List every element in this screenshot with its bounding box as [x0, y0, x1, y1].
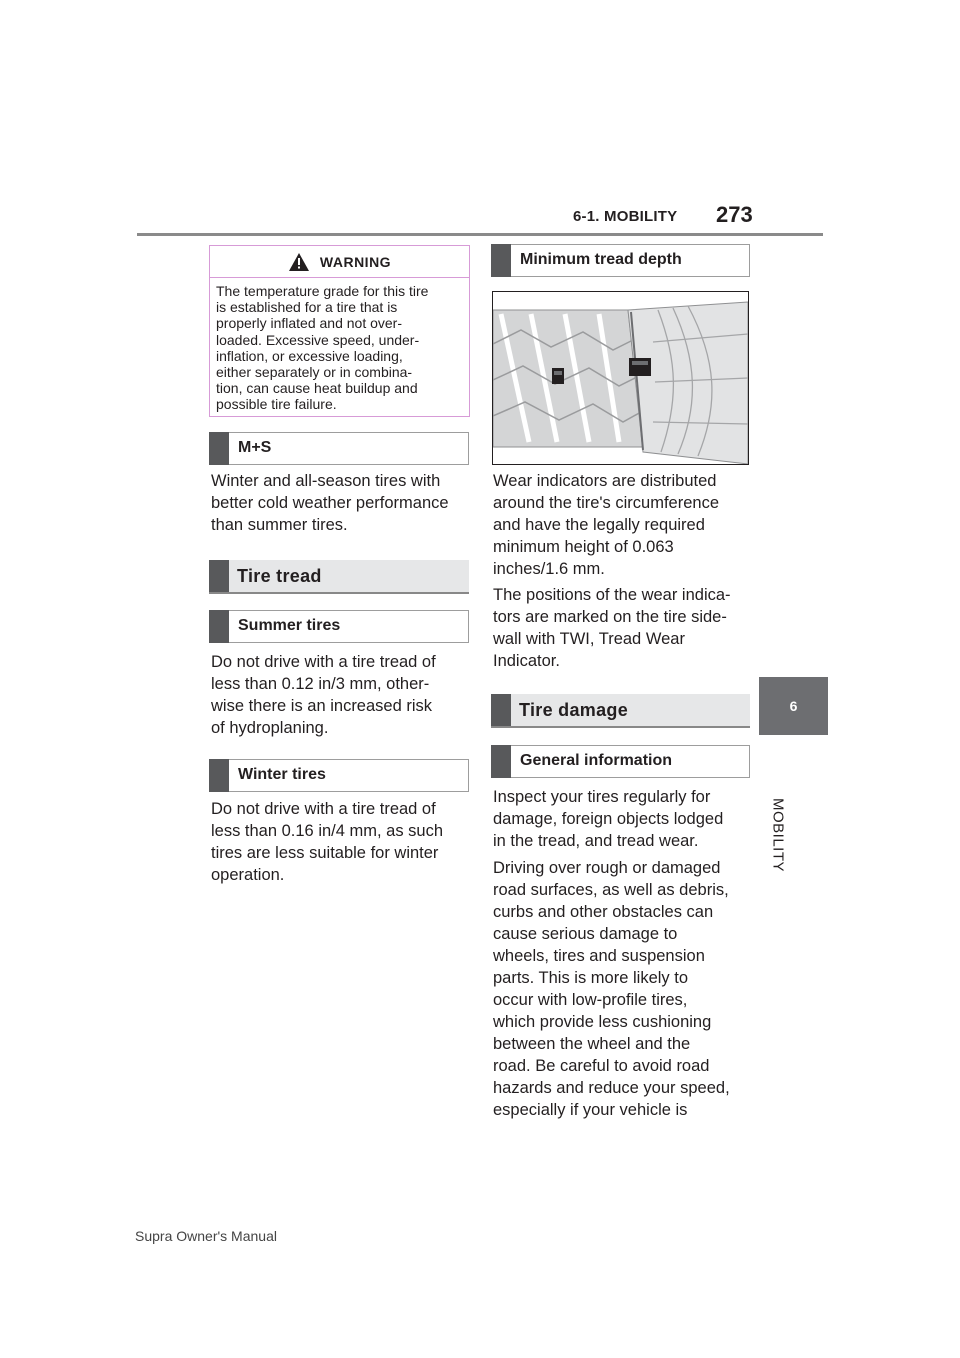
paragraph-line: between the wheel and the [493, 1035, 691, 1053]
subheading-ms-text: M+S [238, 439, 272, 456]
wear-indicator-left-icon [552, 368, 564, 384]
tread-wear-indicator-illustration [492, 291, 749, 465]
paragraph-line: in the tread, and tread wear. [493, 832, 699, 850]
paragraph-line: Do not drive with a tire tread of [211, 653, 436, 671]
warning-line: properly inflated and not over- [216, 315, 402, 332]
chapter-label-text: MOBILITY [769, 797, 787, 873]
subheading-general-information [491, 745, 750, 778]
chapter-tab[interactable]: 6 [759, 677, 828, 735]
paragraph-line: less than 0.12 in/3 mm, other- [211, 675, 430, 693]
chapter-label [761, 790, 795, 880]
subheading-summer-tires-text: Summer tires [238, 617, 341, 634]
paragraph-line: especially if your vehicle is [493, 1101, 688, 1119]
paragraph-line: which provide less cushioning [493, 1013, 712, 1031]
general-paragraph-1 [493, 786, 753, 852]
subheading-bar [491, 244, 511, 277]
subheading-bar [209, 759, 229, 792]
paragraph-line: of hydroplaning. [211, 719, 329, 737]
paragraph-line: road. Be careful to avoid road [493, 1057, 710, 1075]
subheading-ms [209, 432, 469, 465]
warning-header [210, 246, 469, 278]
summer-paragraph [211, 651, 473, 739]
subheading-general-information-text: General information [520, 752, 673, 769]
subheading-bar [209, 610, 229, 643]
paragraph-line: Do not drive with a tire tread of [211, 800, 436, 818]
warning-text [210, 278, 469, 413]
paragraph-line: The positions of the wear indica- [493, 586, 731, 604]
paragraph-line: wise there is an increased risk [211, 697, 433, 715]
min-tread-paragraph-1 [493, 470, 753, 580]
paragraph-line: operation. [211, 866, 285, 884]
warning-title: WARNING [319, 253, 392, 270]
paragraph-line: Inspect your tires regularly for [493, 788, 711, 806]
heading-tire-damage [491, 694, 750, 728]
warning-line: loaded. Excessive speed, under- [216, 331, 420, 348]
heading-tire-tread [209, 560, 469, 594]
warning-line: possible tire failure. [216, 396, 337, 413]
subheading-winter-tires [209, 759, 469, 792]
ms-paragraph [211, 470, 473, 536]
warning-box [209, 245, 470, 417]
tire-tread-drawing [493, 292, 748, 464]
paragraph-line: wall with TWI, Tread Wear [493, 630, 685, 648]
warning-line: either separately or in combina- [216, 364, 413, 381]
winter-paragraph [211, 798, 473, 886]
subheading-minimum-tread-depth-text: Minimum tread depth [520, 251, 682, 268]
subheading-bar [209, 432, 229, 465]
paragraph-line: minimum height of 0.063 [493, 538, 674, 556]
subheading-summer-tires [209, 610, 469, 643]
subheading-bar [491, 745, 511, 778]
paragraph-line: cause serious damage to [493, 925, 678, 943]
heading-tire-damage-text: Tire damage [519, 700, 629, 720]
warning-line: tion, can cause heat buildup and [216, 380, 418, 397]
paragraph-line: better cold weather performance [211, 494, 449, 512]
paragraph-line: curbs and other obstacles can [493, 903, 714, 921]
paragraph-line: parts. This is more likely to [493, 969, 689, 987]
paragraph-line: and have the legally required [493, 516, 705, 534]
paragraph-line: than summer tires. [211, 516, 348, 534]
wear-indicator-right-icon [629, 358, 651, 376]
header-rule [137, 233, 823, 236]
paragraph-line: inches/1.6 mm. [493, 560, 605, 578]
warning-line: The temperature grade for this tire [216, 283, 429, 299]
paragraph-line: occur with low-profile tires, [493, 991, 688, 1009]
subheading-minimum-tread-depth [491, 244, 750, 277]
paragraph-line: road surfaces, as well as debris, [493, 881, 729, 899]
warning-triangle-icon [288, 252, 310, 272]
paragraph-line: Winter and all-season tires with [211, 472, 441, 490]
header-section-title: 6-1. MOBILITY [573, 208, 678, 225]
warning-line: is established for a tire that is [216, 299, 398, 316]
heading-bar [209, 560, 229, 592]
footer-manual-title: Supra Owner's Manual [135, 1228, 277, 1244]
paragraph-line: around the tire's circumference [493, 494, 720, 512]
paragraph-line: tors are marked on the tire side- [493, 608, 727, 626]
paragraph-line: hazards and reduce your speed, [493, 1079, 730, 1097]
paragraph-line: Driving over rough or damaged [493, 859, 721, 877]
paragraph-line: Indicator. [493, 652, 560, 670]
heading-tire-tread-text: Tire tread [237, 566, 322, 586]
paragraph-line: wheels, tires and suspension [493, 947, 705, 965]
page-number: 273 [716, 202, 753, 227]
paragraph-line: Wear indicators are distributed [493, 472, 717, 490]
paragraph-line: less than 0.16 in/4 mm, as such [211, 822, 444, 840]
heading-bar [491, 694, 511, 726]
paragraph-line: tires are less suitable for winter [211, 844, 439, 862]
min-tread-paragraph-2 [493, 584, 753, 672]
subheading-winter-tires-text: Winter tires [238, 766, 326, 783]
general-paragraph-2 [493, 857, 755, 1121]
paragraph-line: damage, foreign objects lodged [493, 810, 724, 828]
warning-line: inflation, or excessive loading, [216, 347, 403, 364]
